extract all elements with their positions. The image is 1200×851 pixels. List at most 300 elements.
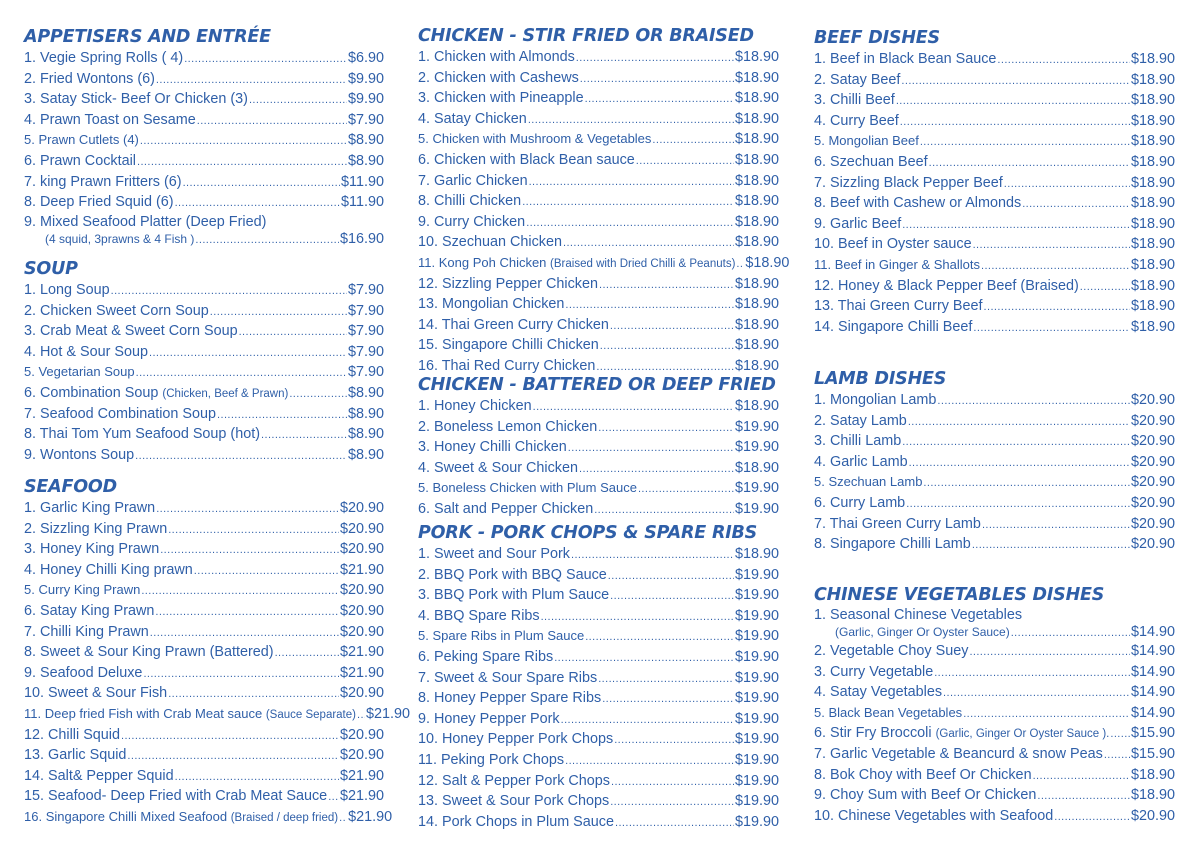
menu-item <box>418 232 779 253</box>
section-heading: CHICKEN - BATTERED OR DEEP FRIED <box>418 375 776 395</box>
item-number: 8. <box>24 426 37 443</box>
item-name: Chilli Chicken <box>434 193 522 210</box>
menu-item <box>24 539 384 560</box>
item-name: Curry Chicken <box>434 213 526 230</box>
item-price: $16.90 <box>339 230 384 247</box>
item-note: (Braised / deep fried) <box>230 811 339 824</box>
item-price: $20.90 <box>1130 807 1175 824</box>
item-name: Vegie Spring Rolls ( 4) <box>40 50 184 66</box>
item-number: 1. <box>418 546 431 562</box>
section-heading: SOUP <box>24 259 78 279</box>
item-name: Peking Spare Ribs <box>434 648 554 665</box>
item-price: $18.90 <box>1130 766 1175 783</box>
item-name: Chicken with Cashews <box>434 69 579 86</box>
dot-leader <box>561 709 734 731</box>
item-number: 9. <box>418 710 431 727</box>
dot-leader <box>973 234 1130 256</box>
menu-item <box>814 111 1175 132</box>
item-name: Chicken with Pineapple <box>434 90 584 107</box>
dot-leader <box>156 498 339 520</box>
item-price: $7.90 <box>347 282 384 298</box>
item-name: Thai Tom Yum Seafood Soup (hot) <box>39 426 261 443</box>
menu-item <box>24 362 384 383</box>
item-name: Prawn Cutlets (4) <box>38 132 139 148</box>
menu-item <box>418 150 779 171</box>
item-name: Curry Lamb <box>830 494 906 511</box>
dot-leader <box>127 745 339 767</box>
dot-leader <box>168 683 339 705</box>
item-name: Prawn Toast on Sesame <box>40 111 196 128</box>
item-price: $18.90 <box>734 151 779 168</box>
section-heading: BEEF DISHES <box>814 28 940 48</box>
item-name: Sizzling Pepper Chicken <box>442 275 598 292</box>
menu-item <box>24 192 384 213</box>
item-number: 4. <box>24 343 37 360</box>
item-number: 10. <box>418 234 439 251</box>
item-price: $20.90 <box>339 520 384 537</box>
item-price: $18.90 <box>1130 236 1175 253</box>
item-name: Curry Beef <box>830 112 899 129</box>
dot-leader <box>261 424 347 446</box>
item-price: $14.90 <box>1130 643 1175 659</box>
dot-leader <box>906 493 1130 515</box>
dot-leader <box>585 626 734 648</box>
item-price: $7.90 <box>347 364 384 381</box>
dot-leader <box>136 362 347 384</box>
dot-leader <box>357 704 365 726</box>
item-name: Singapore Chilli Chicken <box>442 337 599 354</box>
item-number: 2. <box>418 418 431 435</box>
item-number: 2. <box>418 69 431 86</box>
item-price: $18.90 <box>1130 256 1175 273</box>
section-heading: PORK - PORK CHOPS & SPARE RIBS <box>418 523 758 543</box>
dot-leader <box>638 478 734 500</box>
dot-leader <box>571 544 734 566</box>
menu-item <box>24 213 384 248</box>
section-heading: APPETISERS AND ENTRÉE <box>24 27 271 47</box>
item-number: 1. <box>814 51 827 67</box>
menu-item <box>24 383 384 404</box>
item-subtitle: (Garlic, Ginger Or Oyster Sauce) <box>835 625 1010 639</box>
item-price: $20.90 <box>339 602 384 619</box>
dot-leader <box>943 682 1130 704</box>
dot-leader <box>901 70 1130 92</box>
menu-item <box>814 534 1175 555</box>
menu-item <box>418 791 779 812</box>
item-number: 7. <box>418 172 431 189</box>
menu-item <box>418 437 779 458</box>
menu-item <box>24 519 384 540</box>
item-price: $20.90 <box>1130 412 1175 429</box>
item-number: 8. <box>814 195 827 212</box>
item-number: 1. <box>418 49 431 65</box>
dot-leader <box>594 499 734 521</box>
menu-item <box>418 47 779 68</box>
item-number: 7. <box>814 174 827 191</box>
item-number: 14. <box>418 813 439 830</box>
menu-item <box>814 606 1175 641</box>
menu-item <box>418 253 790 274</box>
item-number: 3. <box>24 323 37 340</box>
item-number: 2. <box>814 643 827 659</box>
dot-leader <box>565 750 734 772</box>
item-price: $20.90 <box>339 541 384 558</box>
item-price: $18.90 <box>734 546 779 562</box>
item-price: $21.90 <box>348 808 393 825</box>
item-name: Combination Soup <box>40 384 159 401</box>
dot-leader <box>580 68 734 90</box>
item-name: Garlic Lamb <box>830 453 908 470</box>
item-name: Honey & Black Pepper Beef (Braised) <box>838 277 1079 294</box>
item-price: $18.90 <box>734 172 779 189</box>
dot-leader <box>289 383 347 405</box>
menu-item <box>24 601 384 622</box>
dot-leader <box>197 110 347 132</box>
dot-leader <box>937 390 1130 412</box>
menu-item <box>24 445 384 466</box>
item-number: 3. <box>814 92 827 109</box>
item-price: $21.90 <box>339 664 384 681</box>
item-price: $18.90 <box>734 398 779 414</box>
item-number: 13. <box>814 298 835 315</box>
item-price: $15.90 <box>1130 745 1175 762</box>
menu-item <box>418 499 779 520</box>
section-heading: LAMB DISHES <box>814 369 947 389</box>
item-number: 5. <box>24 364 35 380</box>
item-number: 2. <box>814 412 827 429</box>
item-price: $18.90 <box>734 110 779 127</box>
dot-leader <box>328 786 339 808</box>
item-number: 10. <box>418 731 439 748</box>
menu-item <box>814 193 1175 214</box>
item-name: Garlic Beef <box>830 215 902 232</box>
menu-item <box>418 417 779 438</box>
dot-leader <box>149 342 347 364</box>
item-number: 2. <box>24 302 37 319</box>
item-number: 7. <box>814 745 827 762</box>
menu-item <box>418 212 779 233</box>
menu-item <box>418 396 779 417</box>
item-price: $18.90 <box>1130 92 1175 109</box>
item-name: Garlic Squid <box>48 747 127 764</box>
menu-item <box>418 315 779 336</box>
menu-item <box>814 276 1175 297</box>
item-number: 9. <box>814 215 827 232</box>
dot-leader <box>1110 723 1130 745</box>
item-number: 7. <box>814 515 827 532</box>
item-number: 10. <box>814 236 835 253</box>
dot-leader <box>184 48 347 70</box>
dot-leader <box>610 585 734 607</box>
menu-item <box>24 48 384 69</box>
menu-item <box>24 725 384 746</box>
dot-leader <box>175 192 340 214</box>
item-price: $18.90 <box>1130 133 1175 150</box>
item-name: Garlic King Prawn <box>40 500 156 516</box>
dot-leader <box>923 472 1130 494</box>
item-number: 12. <box>814 277 835 294</box>
item-number: 3. <box>24 541 37 558</box>
dot-leader <box>1037 785 1130 807</box>
item-price: $18.90 <box>1130 112 1175 129</box>
item-price: $18.90 <box>734 69 779 86</box>
item-name: Curry King Prawn <box>38 582 141 598</box>
dot-leader <box>909 452 1130 474</box>
menu-item <box>418 565 779 586</box>
menu-section-chicken-stir-fried-or-braised <box>418 25 790 377</box>
dot-leader <box>908 411 1130 433</box>
dot-leader <box>529 171 734 193</box>
menu-item <box>418 688 779 709</box>
dot-leader <box>121 725 339 747</box>
menu-item <box>814 152 1175 173</box>
item-number: 11. <box>24 705 42 721</box>
item-name: Mongolian Chicken <box>442 296 565 313</box>
dot-leader <box>155 601 339 623</box>
dot-leader <box>140 130 347 152</box>
menu-item <box>24 622 384 643</box>
item-name: Sweet & Sour King Prawn (Battered) <box>40 644 274 661</box>
dot-leader <box>195 231 339 249</box>
dot-leader <box>610 791 734 813</box>
item-price: $20.90 <box>1130 494 1175 511</box>
item-name: Sweet & Sour Spare Ribs <box>434 669 598 686</box>
item-price: $6.90 <box>347 50 384 66</box>
item-number: 8. <box>24 644 37 661</box>
item-price: $18.90 <box>1130 787 1175 804</box>
item-number: 1. <box>24 50 37 66</box>
item-name: Singapore Chilli Beef <box>838 318 973 335</box>
item-number: 3. <box>418 90 431 107</box>
menu-item <box>814 723 1175 744</box>
item-name: Chicken with Mushroom & Vegetables <box>432 131 652 147</box>
dot-leader <box>111 280 347 302</box>
item-name: Crab Meat & Sweet Corn Soup <box>40 323 238 340</box>
item-price: $7.90 <box>347 111 384 128</box>
section-heading: CHINESE VEGETABLES DISHES <box>814 585 1105 605</box>
item-price: $8.90 <box>347 405 384 422</box>
menu-item <box>418 191 779 212</box>
item-price: $21.90 <box>339 644 384 661</box>
item-number: 2. <box>24 520 37 537</box>
item-number: 7. <box>24 405 37 422</box>
item-name: Satay King Prawn <box>40 602 155 619</box>
item-price: $18.90 <box>734 49 779 65</box>
item-name: Chilli Squid <box>48 726 121 743</box>
item-name: Thai Red Curry Chicken <box>441 357 596 374</box>
item-name: Seafood- Deep Fried with Crab Meat Sauce <box>48 788 328 805</box>
item-number: 11. <box>418 751 437 768</box>
menu-item <box>418 88 779 109</box>
item-number: 12. <box>418 275 439 292</box>
item-name: Satay Stick- Beef Or Chicken (3) <box>40 91 248 108</box>
item-name: Deep fried Fish with Crab Meat sauce <box>44 705 263 721</box>
item-number: 5. <box>418 131 429 147</box>
item-name: Thai Green Curry Chicken <box>441 316 609 333</box>
item-price: $18.90 <box>734 459 779 476</box>
item-price: $8.90 <box>347 446 384 463</box>
menu-item <box>418 771 779 792</box>
item-name: Spare Ribs in Plum Sauce <box>432 628 585 644</box>
menu-item <box>418 812 779 833</box>
item-number: 8. <box>418 690 431 707</box>
item-name: Sweet & Sour Pork Chops <box>442 793 610 810</box>
item-name: Deep Fried Squid (6) <box>40 194 174 211</box>
dot-leader <box>568 437 734 459</box>
item-name: Mixed Seafood Platter (Deep Fried) <box>40 213 267 230</box>
item-name: Satay Lamb <box>830 412 907 429</box>
menu-item <box>814 431 1175 452</box>
menu-section-appetisers-and-entr-e <box>24 26 384 248</box>
item-price: $20.90 <box>1130 515 1175 532</box>
item-number: 13. <box>24 747 45 764</box>
dot-leader <box>599 274 734 296</box>
item-note: (Braised with Dried Chilli & Peanuts) <box>550 257 736 270</box>
menu-item <box>24 110 384 131</box>
item-price: $20.90 <box>339 623 384 640</box>
item-number: 13. <box>418 296 439 313</box>
dot-leader <box>565 294 734 316</box>
menu-item <box>814 765 1175 786</box>
item-price: $20.90 <box>339 726 384 743</box>
item-price: $20.90 <box>1130 536 1175 553</box>
item-name: Beef in Black Bean Sauce <box>830 51 997 67</box>
item-price: $18.90 <box>1130 277 1175 294</box>
menu-item <box>24 89 384 110</box>
dot-leader <box>143 663 339 685</box>
item-price: $18.90 <box>734 296 779 313</box>
item-price: $20.90 <box>1130 392 1175 408</box>
dot-leader <box>982 514 1130 536</box>
item-name: Sweet & Sour Fish <box>48 685 168 702</box>
item-name: Honey Pepper Pork Chops <box>442 731 614 748</box>
item-number: 1. <box>418 398 431 414</box>
menu-item <box>814 703 1175 724</box>
menu-item <box>24 704 410 725</box>
menu-item <box>418 668 779 689</box>
dot-leader <box>275 642 339 664</box>
dot-leader <box>984 296 1130 318</box>
item-name: Mongolian Lamb <box>830 392 937 408</box>
item-number: 8. <box>814 766 827 783</box>
item-price: $14.90 <box>1130 663 1175 680</box>
item-number: 2. <box>418 566 431 583</box>
item-price: $18.90 <box>734 357 779 374</box>
item-price: $8.90 <box>347 152 384 169</box>
item-name: Hot & Sour Soup <box>40 343 149 360</box>
item-name: Honey Pepper Spare Ribs <box>434 690 602 707</box>
item-price: $18.90 <box>734 90 779 107</box>
item-name: Singapore Chilli Mixed Seafood <box>45 808 228 824</box>
dot-leader <box>934 662 1130 684</box>
item-price: $18.90 <box>734 337 779 354</box>
item-number: 14. <box>814 318 835 335</box>
menu-item <box>24 424 384 445</box>
item-price: $18.90 <box>1130 195 1175 212</box>
item-number: 5. <box>24 582 35 598</box>
menu-item <box>814 317 1175 338</box>
item-note: (Sauce Separate) <box>265 708 356 721</box>
item-price: $8.90 <box>347 384 384 401</box>
dot-leader <box>528 109 734 131</box>
dot-leader <box>1022 193 1130 215</box>
item-name: Black Bean Vegetables <box>828 704 963 720</box>
dot-leader <box>610 315 734 337</box>
item-name: Chilli Lamb <box>830 433 902 450</box>
menu-section-chicken-battered-or-deep-fried <box>418 374 779 520</box>
item-number: 14. <box>418 316 439 333</box>
item-price: $19.90 <box>734 731 779 748</box>
menu-item <box>814 744 1175 765</box>
item-name: Sweet & Sour Chicken <box>434 459 578 476</box>
item-name: Peking Pork Chops <box>440 751 565 768</box>
item-number: 6. <box>24 384 37 401</box>
menu-item <box>24 663 384 684</box>
item-number: 3. <box>24 91 37 108</box>
menu-item <box>814 70 1175 91</box>
item-name: Chilli King Prawn <box>40 623 149 640</box>
dot-leader <box>194 560 339 582</box>
menu-item <box>418 606 779 627</box>
menu-section-soup <box>24 258 384 465</box>
dot-leader <box>896 90 1130 112</box>
item-price: $18.90 <box>734 213 779 230</box>
item-name: Chilli Beef <box>830 92 895 109</box>
item-name: BBQ Pork with Plum Sauce <box>434 587 610 604</box>
menu-item <box>418 274 779 295</box>
item-number: 15. <box>24 788 45 805</box>
item-name: Sweet and Sour Pork <box>434 546 571 562</box>
menu-item <box>24 404 384 425</box>
item-number: 6. <box>814 494 827 511</box>
item-name: Beef in Ginger & Shallots <box>834 256 980 272</box>
item-number: 12. <box>418 772 439 789</box>
item-number: 12. <box>24 726 45 743</box>
item-price: $20.90 <box>339 500 384 516</box>
item-price: $7.90 <box>347 343 384 360</box>
item-number: 6. <box>24 602 37 619</box>
item-subtitle: (4 squid, 3prawns & 4 Fish ) <box>45 231 195 246</box>
dot-leader <box>615 812 734 834</box>
item-price: $20.90 <box>339 747 384 764</box>
dot-leader <box>602 688 734 710</box>
item-name: Honey King Prawn <box>40 541 160 558</box>
item-number: 16. <box>24 808 43 824</box>
item-price: $9.90 <box>347 70 384 87</box>
item-name: Thai Green Curry Beef <box>837 298 983 315</box>
item-price: $18.90 <box>1130 174 1175 191</box>
item-price: $14.90 <box>1130 704 1175 721</box>
dot-leader <box>1011 624 1130 642</box>
item-price: $19.90 <box>734 648 779 665</box>
dot-leader <box>150 622 339 644</box>
dot-leader <box>611 771 734 793</box>
item-number: 8. <box>24 194 37 211</box>
menu-item <box>418 129 779 150</box>
dot-leader <box>541 606 734 628</box>
menu-item <box>814 662 1175 683</box>
item-number: 1. <box>24 500 37 516</box>
menu-item <box>24 683 384 704</box>
dot-leader <box>135 445 347 467</box>
item-price: $9.90 <box>347 91 384 108</box>
item-name: Long Soup <box>40 282 110 298</box>
dot-leader <box>973 317 1130 339</box>
menu-item <box>418 458 779 479</box>
dot-leader <box>600 335 734 357</box>
section-heading: SEAFOOD <box>24 477 117 497</box>
item-number: 4. <box>418 110 431 127</box>
